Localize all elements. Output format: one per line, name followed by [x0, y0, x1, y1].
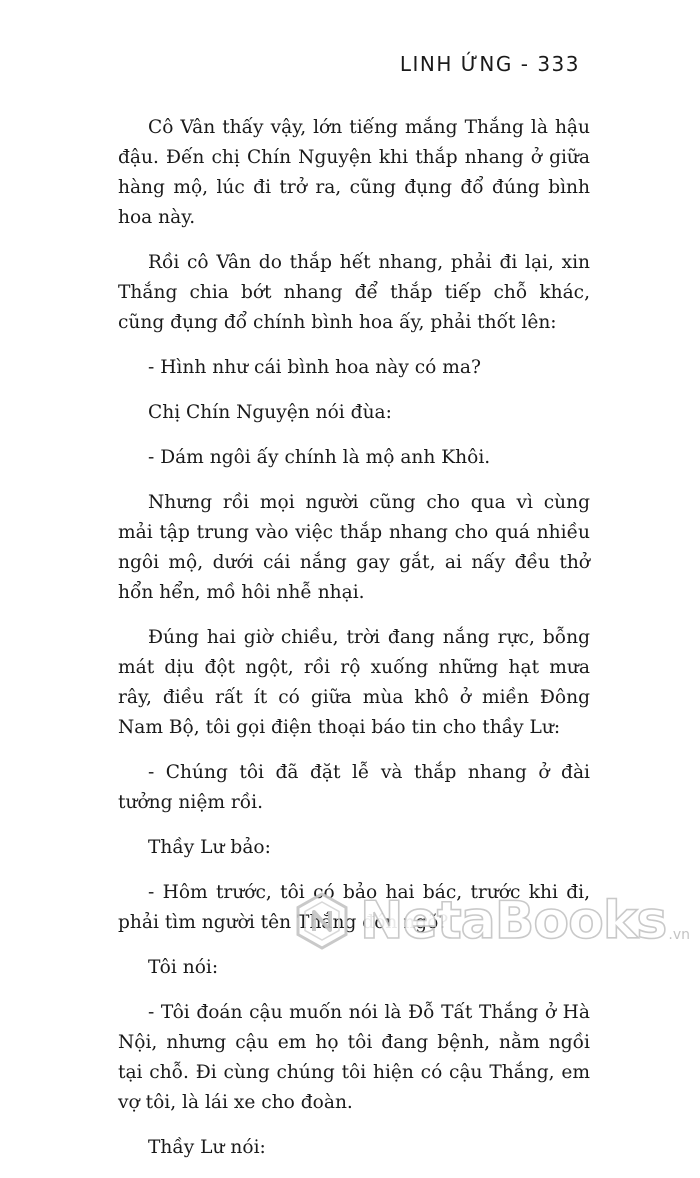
netabooks-logo-icon: [292, 891, 352, 951]
paragraph: - Hình như cái bình hoa này có ma?: [148, 357, 481, 378]
paragraph: - Hôm trước, tôi có bảo hai bác, trước khi đi, phải tìm người tên Thắng đón ngõ?: [118, 882, 590, 933]
paragraph: Rồi cô Vân do thắp hết nhang, phải đi lại, xin Thắng chia bớt nhang để thắp tiếp chỗ khác, cũng đụng đổ chính bình hoa ấy, phải thốt lên:: [118, 252, 590, 333]
paragraph: Nhưng rồi mọi người cũng cho qua vì cùng mải tập trung vào việc thắp nhang cho quá nhiều ngôi mộ, dưới cái nắng gay gắt, ai nấy đều thở hổn hển, mồ hôi nhễ nhại.: [118, 492, 590, 603]
paragraph: Chị Chín Nguyện nói đùa:: [148, 402, 392, 423]
watermark-brand: NetaBooks: [360, 891, 667, 951]
paragraph: Đúng hai giờ chiều, trời đang nắng rực, bỗng mát dịu đột ngột, rồi rộ xuống những hạt mưa rây, điều rất ít có giữa mùa khô ở miền Đông Nam Bộ, tôi gọi điện thoại báo tin cho thầy Lư:: [118, 627, 590, 738]
paragraph: Cô Vân thấy vậy, lớn tiếng mắng Thắng là hậu đậu. Đến chị Chín Nguyện khi thắp nhang ở giữa hàng mộ, lúc đi trở ra, cũng đụng đổ đúng bình hoa này.: [118, 117, 590, 228]
watermark: [292, 891, 690, 951]
running-header: LINH ỨNG - 333: [399, 52, 580, 76]
paragraph: - Chúng tôi đã đặt lễ và thắp nhang ở đài tưởng niệm rồi.: [118, 762, 590, 813]
paragraph: Tôi nói:: [148, 957, 219, 978]
watermark-suffix: .vn: [668, 927, 690, 943]
paragraph: Thầy Lư bảo:: [148, 837, 271, 858]
paragraph: Thầy Lư nói:: [148, 1137, 266, 1158]
body-text: [118, 113, 590, 1178]
paragraph: - Dám ngôi ấy chính là mộ anh Khôi.: [148, 447, 491, 468]
paragraph: - Tôi đoán cậu muốn nói là Đỗ Tất Thắng ở Hà Nội, nhưng cậu em họ tôi đang bệnh, nằm ngồi tại chỗ. Đi cùng chúng tôi hiện có cậu Thắng, em vợ tôi, là lái xe cho đoàn.: [118, 1002, 590, 1113]
